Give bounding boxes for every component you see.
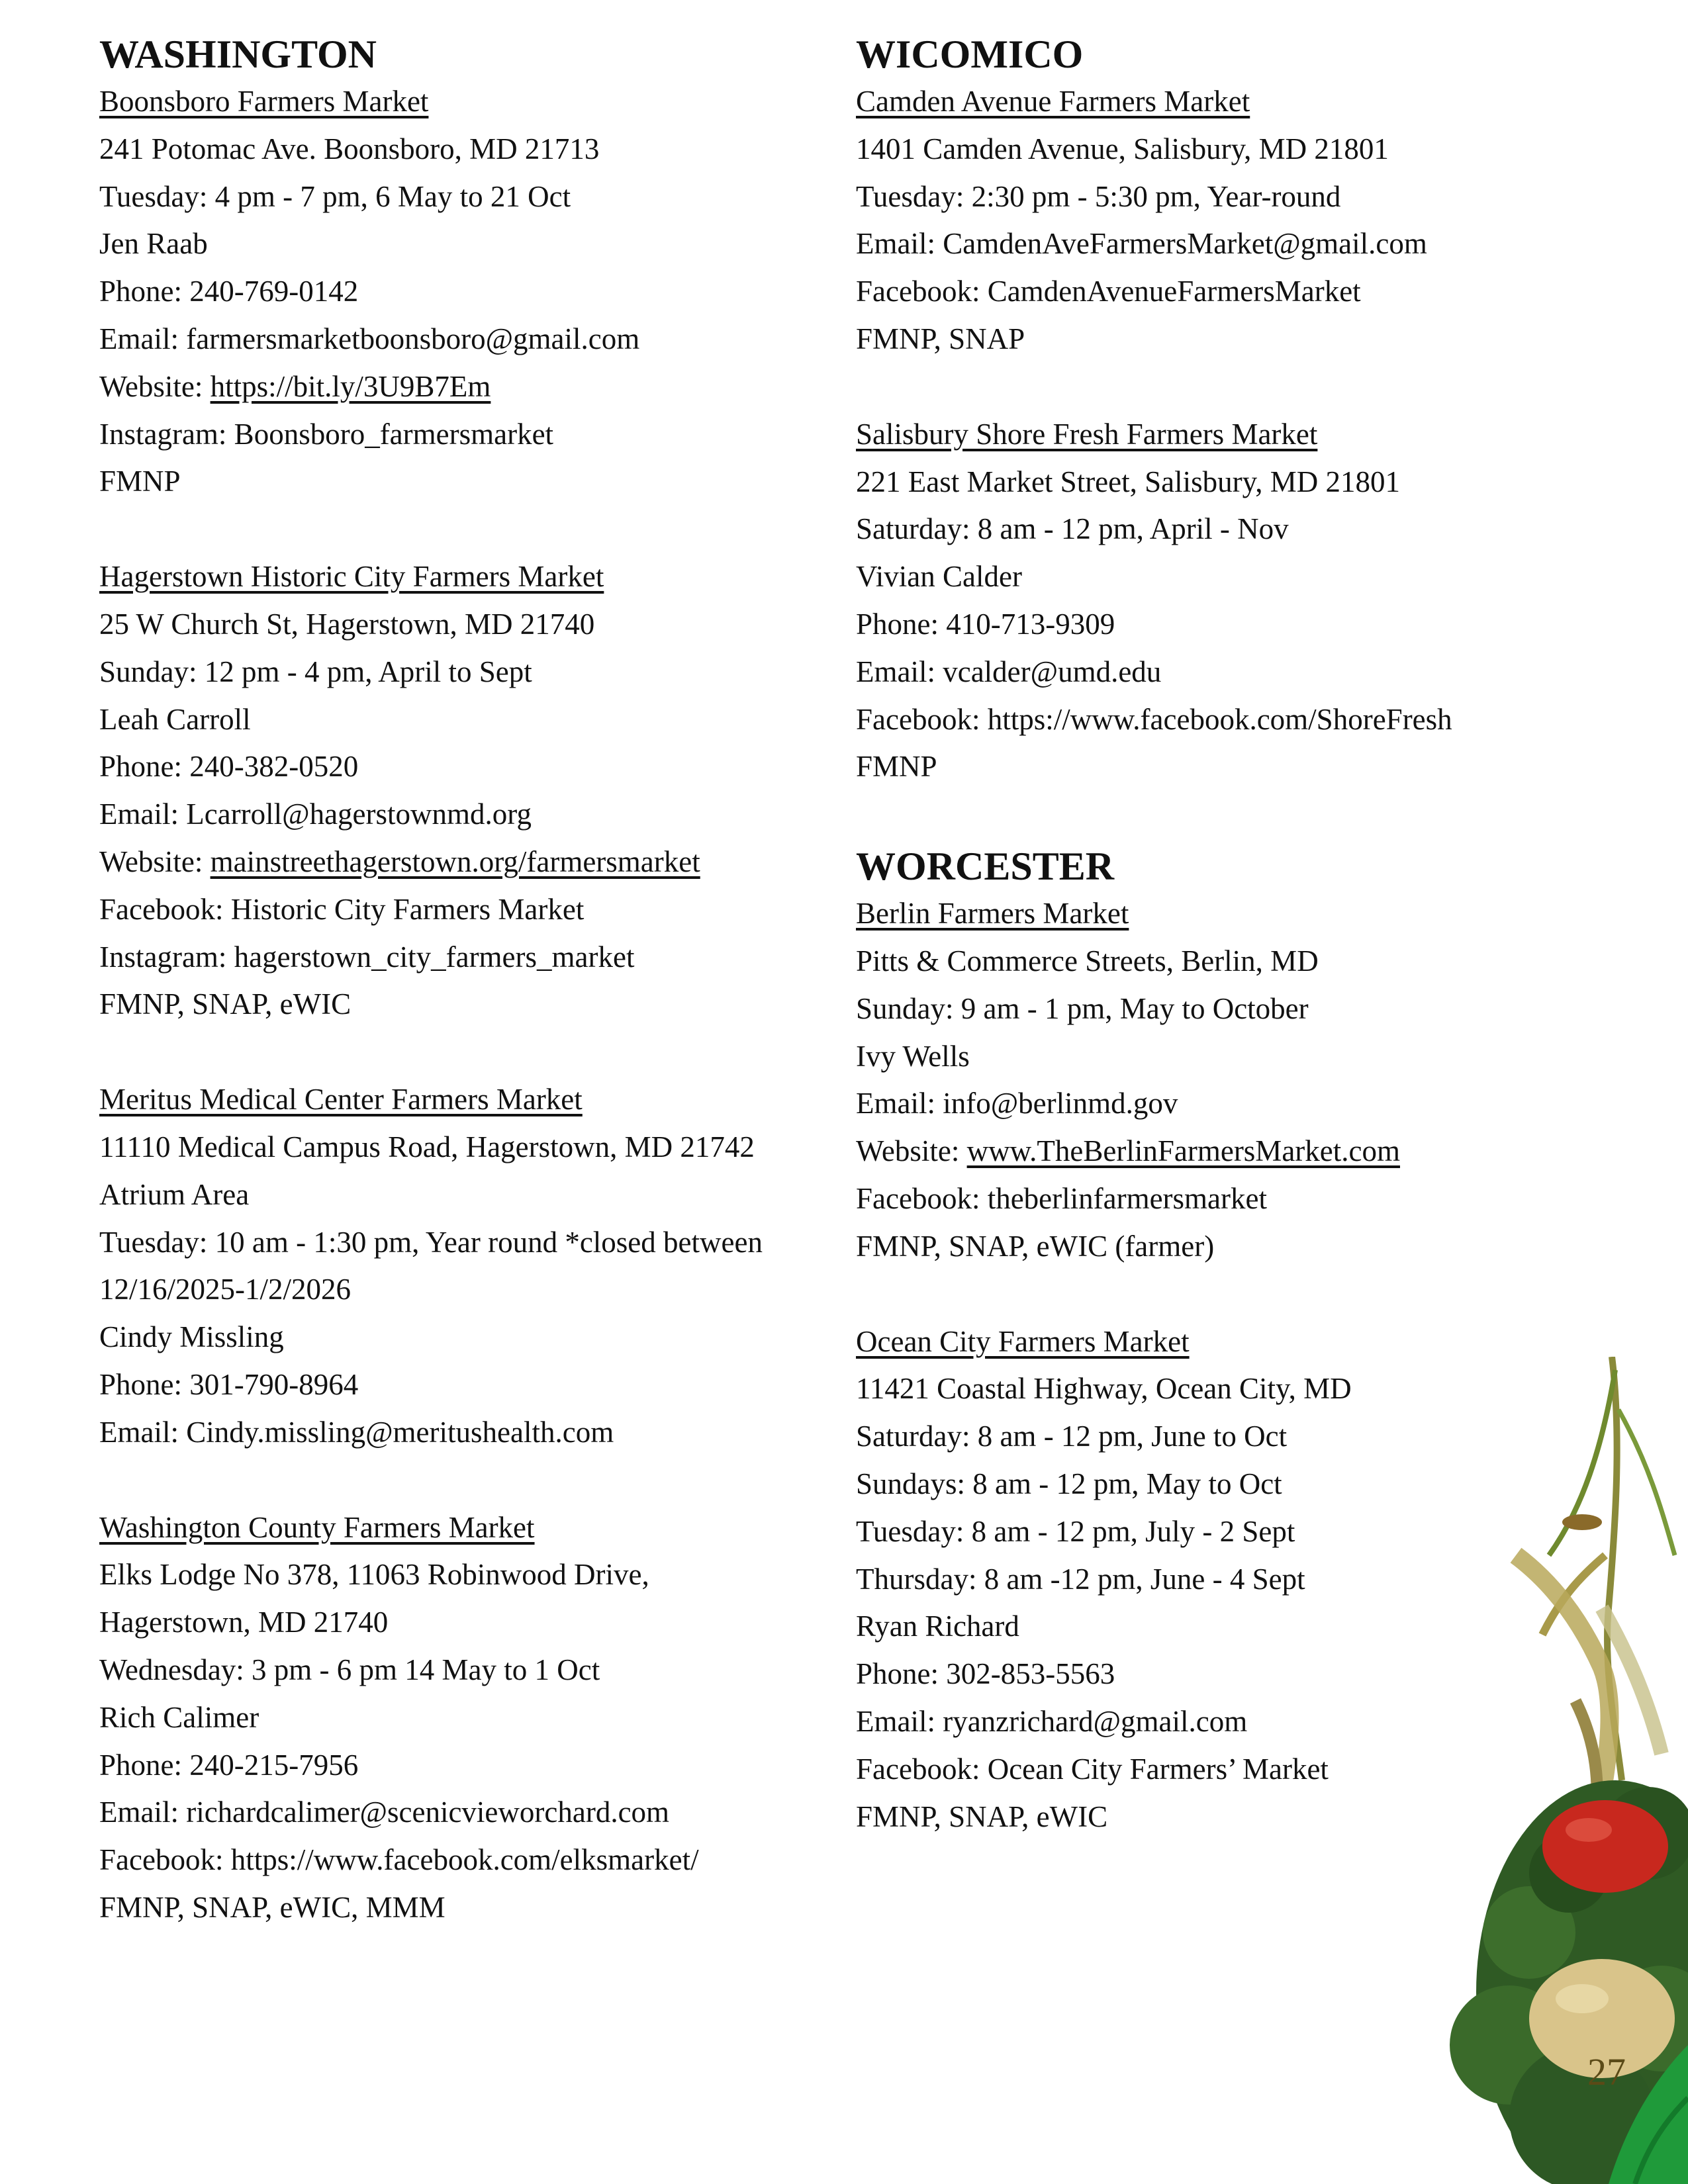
market-listing: [856, 78, 1544, 363]
market-detail-line: FMNP, SNAP: [856, 322, 1025, 355]
market-detail-line: Tuesday: 8 am - 12 pm, July - 2 Sept: [856, 1514, 1295, 1548]
market-name: Camden Avenue Farmers Market: [856, 85, 1250, 118]
market-detail-line: Ryan Richard: [856, 1610, 1019, 1643]
market-detail-line: Saturday: 8 am - 12 pm, April - Nov: [856, 512, 1289, 546]
market-detail-line: Tuesday: 2:30 pm - 5:30 pm, Year-round: [856, 179, 1341, 213]
market-detail-line: 1401 Camden Avenue, Salisbury, MD 21801: [856, 132, 1389, 165]
website-link[interactable]: www.TheBerlinFarmersMarket.com: [966, 1134, 1400, 1168]
market-detail-line: 12/16/2025-1/2/2026: [99, 1273, 351, 1306]
market-name: Washington County Farmers Market: [99, 1510, 535, 1544]
market-detail-line: 241 Potomac Ave. Boonsboro, MD 21713: [99, 132, 600, 165]
market-detail-line: [856, 1128, 1544, 1175]
market-detail-line: Hagerstown, MD 21740: [99, 1606, 389, 1639]
market-detail-line: Facebook: https://www.facebook.com/ShoreFresh: [856, 702, 1452, 736]
market-name: Meritus Medical Center Farmers Market: [99, 1083, 583, 1116]
market-detail-line: FMNP, SNAP, eWIC: [99, 987, 352, 1021]
market-detail-line: Email: CamdenAveFarmersMarket@gmail.com: [856, 227, 1427, 261]
market-detail-line: 11421 Coastal Highway, Ocean City, MD: [856, 1372, 1352, 1406]
market-detail-line: Elks Lodge No 378, 11063 Robinwood Drive,: [99, 1558, 649, 1592]
market-detail-line: Phone: 240-215-7956: [99, 1748, 359, 1782]
market-detail-line: Cindy Missling: [99, 1320, 284, 1354]
market-detail-line: FMNP, SNAP, eWIC (farmer): [856, 1229, 1215, 1263]
market-name: Salisbury Shore Fresh Farmers Market: [856, 417, 1318, 451]
market-listing: [856, 411, 1544, 791]
market-detail-line: Email: Lcarroll@hagerstownmd.org: [99, 797, 532, 831]
market-detail-line: Email: farmersmarketboonsboro@gmail.com: [99, 322, 640, 355]
market-detail-line: Atrium Area: [99, 1177, 250, 1211]
market-name: Hagerstown Historic City Farmers Market: [99, 560, 604, 594]
market-detail-line: FMNP, SNAP, eWIC, MMM: [99, 1890, 445, 1924]
market-detail-line: Rich Calimer: [99, 1700, 259, 1734]
market-detail-line: Facebook: theberlinfarmersmarket: [856, 1181, 1267, 1215]
market-detail-line: Phone: 410-713-9309: [856, 607, 1115, 641]
market-detail-line: Thursday: 8 am -12 pm, June - 4 Sept: [856, 1562, 1305, 1596]
market-detail-line: FMNP: [99, 465, 181, 498]
market-detail-line: [99, 363, 834, 411]
market-detail-line: Instagram: Boonsboro_farmersmarket: [99, 417, 554, 451]
website-link[interactable]: mainstreethagerstown.org/farmersmarket: [210, 844, 700, 878]
market-detail-line: Phone: 240-769-0142: [99, 275, 359, 308]
vegetable-illustration: [1450, 1357, 1688, 2184]
market-detail-line: Facebook: CamdenAvenueFarmersMarket: [856, 275, 1361, 308]
market-detail-line: Tuesday: 4 pm - 7 pm, 6 May to 21 Oct: [99, 179, 571, 213]
market-detail-line: 11110 Medical Campus Road, Hagerstown, MD 21742: [99, 1130, 755, 1163]
market-listing: [856, 890, 1544, 1270]
market-detail-line: Sunday: 12 pm - 4 pm, April to Sept: [99, 655, 532, 688]
market-listing: [99, 78, 834, 506]
right-column: [856, 26, 1544, 1888]
market-detail-line: Phone: 240-382-0520: [99, 750, 359, 784]
market-detail-line: Email: ryanzrichard@gmail.com: [856, 1704, 1248, 1738]
left-column: [99, 26, 834, 1979]
detail-label: Website:: [99, 369, 211, 403]
market-detail-line: Sunday: 9 am - 1 pm, May to October: [856, 991, 1309, 1025]
market-name: Boonsboro Farmers Market: [99, 85, 429, 118]
market-detail-line: Saturday: 8 am - 12 pm, June to Oct: [856, 1420, 1288, 1453]
market-listing: [99, 1076, 834, 1456]
market-name: Ocean City Farmers Market: [856, 1324, 1190, 1358]
market-listing: [99, 553, 834, 1028]
market-detail-line: Jen Raab: [99, 227, 208, 261]
market-detail-line: Phone: 301-790-8964: [99, 1367, 359, 1401]
market-listing: [99, 1504, 834, 1932]
market-detail-line: Instagram: hagerstown_city_farmers_market: [99, 940, 635, 974]
market-detail-line: Email: vcalder@umd.edu: [856, 655, 1162, 688]
page-number: 27: [1587, 2050, 1626, 2093]
market-detail-line: Email: richardcalimer@scenicvieworchard.com: [99, 1796, 670, 1829]
market-detail-line: [99, 839, 834, 886]
market-detail-line: Facebook: Ocean City Farmers’ Market: [856, 1752, 1329, 1786]
detail-label: Website:: [856, 1134, 967, 1168]
market-detail-line: Email: Cindy.missling@meritushealth.com: [99, 1415, 614, 1449]
market-detail-line: FMNP: [856, 750, 937, 784]
market-detail-line: Leah Carroll: [99, 702, 251, 736]
detail-label: Website:: [99, 844, 211, 878]
county-heading: WASHINGTON: [99, 32, 377, 76]
market-detail-line: Sundays: 8 am - 12 pm, May to Oct: [856, 1467, 1282, 1500]
market-detail-line: FMNP, SNAP, eWIC: [856, 1799, 1108, 1833]
market-name: Berlin Farmers Market: [856, 897, 1129, 931]
market-detail-line: Ivy Wells: [856, 1039, 970, 1073]
website-link[interactable]: https://bit.ly/3U9B7Em: [210, 369, 491, 403]
market-detail-line: 25 W Church St, Hagerstown, MD 21740: [99, 607, 595, 641]
market-detail-line: Vivian Calder: [856, 560, 1022, 594]
market-detail-line: Email: info@berlinmd.gov: [856, 1087, 1178, 1120]
market-detail-line: Facebook: Historic City Farmers Market: [99, 892, 585, 926]
market-detail-line: Facebook: https://www.facebook.com/elksmarket/: [99, 1843, 699, 1877]
market-listing: [856, 1318, 1544, 1841]
county-heading: WICOMICO: [856, 32, 1084, 76]
market-detail-line: Tuesday: 10 am - 1:30 pm, Year round *closed between: [99, 1225, 763, 1259]
market-detail-line: Wednesday: 3 pm - 6 pm 14 May to 1 Oct: [99, 1653, 600, 1686]
market-detail-line: Pitts & Commerce Streets, Berlin, MD: [856, 944, 1319, 978]
market-detail-line: 221 East Market Street, Salisbury, MD 21801: [856, 465, 1400, 498]
market-detail-line: Phone: 302-853-5563: [856, 1657, 1115, 1691]
county-heading: WORCESTER: [856, 844, 1115, 889]
